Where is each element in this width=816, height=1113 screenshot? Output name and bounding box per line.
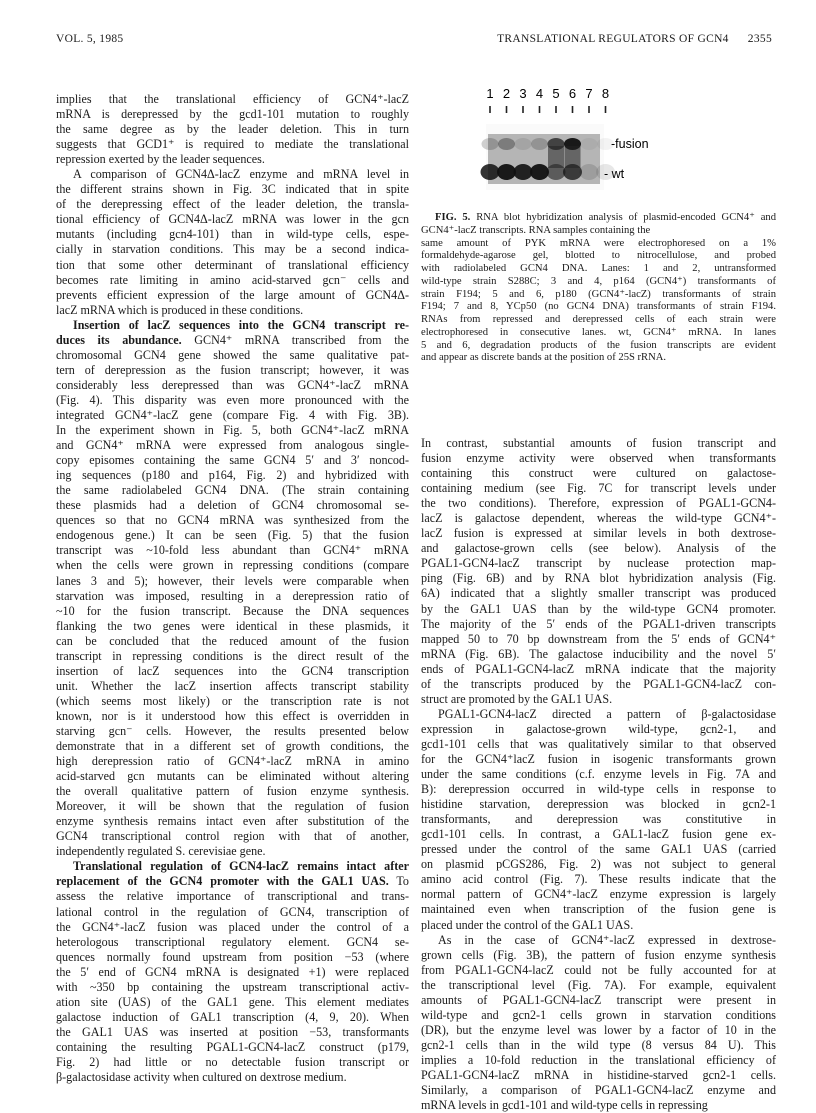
text-line: the two conditions). Therefore, expression of PGAL1-GCN4- <box>421 496 776 511</box>
text-line: In contrast, substantial amounts of fusion transcript and <box>421 436 776 450</box>
text-line: wild-type and gcn2-1 cells grown in starvation conditions <box>421 1007 776 1022</box>
text-line: becomes rate limiting in amino acid-starved gcn⁻ cells and <box>56 272 409 287</box>
text-line: histidine starvation, derepression was blocked in gcn2-1 <box>421 797 776 812</box>
text-line: acid-starved gcn mutants can be eliminated without altering <box>56 769 409 784</box>
wt-band <box>530 164 549 180</box>
text-line: repression exerted by the leader sequences. <box>56 152 265 167</box>
text-line: the same degree as by the leader deletion. This in turn <box>56 122 409 137</box>
text-line: known, nor is it understood how this effect is overridden in <box>56 708 409 723</box>
text-line: maintained even when transcription of the fusion gene is <box>421 902 776 917</box>
text-line: lacZ mRNA which is produced in these conditions. <box>56 302 304 317</box>
lane-tick <box>539 106 541 113</box>
text-line: lational control in the regulation of GCN4, transcription of <box>56 904 409 919</box>
text-line: enzyme synthesis remains intact even after substitution of the <box>56 814 409 829</box>
caption-line: 5 and 6, degradation products of the fusion transcripts are evident <box>421 339 776 351</box>
text-line: insertion of lacZ sequences into the GCN4 transcription <box>56 663 409 678</box>
text-line: tern of derepression as the fusion transcript; however, it was <box>56 362 409 377</box>
text-line: β-galactosidase activity when cultured on dextrose medium. <box>56 1070 347 1085</box>
caption-line: wild-type strain S288C; 3 and 4, p164 (GCN4⁺) transformants of <box>421 275 776 287</box>
fusion-band <box>581 138 598 150</box>
text-line: normal pattern of GCN4⁺-lacZ enzyme expression is largely <box>421 887 776 902</box>
text-line: with ~350 bp containing the upstream transcriptional activ- <box>56 979 409 994</box>
text-line: placed under the control of the GAL1 UAS. <box>421 917 634 932</box>
text-line: amino acid control (Fig. 7). These results indicate that the <box>421 872 776 887</box>
wt-band <box>497 164 516 180</box>
text-line: A comparison of GCN4Δ-lacZ enzyme and mRNA level in <box>73 167 409 182</box>
text-line: these plasmids had a deletion of GCN4 chromosomal se- <box>56 498 409 513</box>
text-line: copy episomes containing the same GCN4 5′ and 3′ noncod- <box>56 453 409 468</box>
figure-caption <box>421 212 776 365</box>
text-line: suggests that GCD1⁺ is required to mediate the translational <box>56 137 409 152</box>
wt-band <box>481 164 500 180</box>
lane-number: 2 <box>502 86 511 101</box>
text-line: under the same conditions (c.f. enzyme levels in Fig. 7A and <box>421 767 776 782</box>
band-label-wt: - wt <box>604 167 625 181</box>
lane-number: 6 <box>568 86 577 101</box>
lane-tick <box>522 106 524 113</box>
text-line: considerably less derepressed than was GCN4⁺-lacZ mRNA <box>56 377 409 392</box>
text-line: can be concluded that the reduced amount of the fusion <box>56 633 409 648</box>
lane-number: 1 <box>486 86 494 101</box>
text-line: the transcriptional level (Fig. 7A). For example, equivalent <box>421 977 776 992</box>
caption-line: and appear as discrete bands at the position of 25S rRNA. <box>421 352 667 364</box>
text-line: and galactose-grown cells (see below). Analysis of the <box>421 541 776 556</box>
wt-band <box>580 164 599 180</box>
text-line: (DR), but the enzyme level was lower by a factor of 10 in the <box>421 1022 776 1037</box>
lane-tick <box>572 106 574 113</box>
text-line: implies that the translational efficiency of GCN4⁺-lacZ <box>56 92 409 106</box>
text-line: of the transcripts produced by the PGAL1-GCN4-lacZ con- <box>421 676 776 691</box>
text-line: from PGAL1-GCN4-lacZ could not be fully accounted for at <box>421 962 776 977</box>
text-line: containing the resulting PGAL1-GCN4-lacZ construct (p179, <box>56 1039 409 1054</box>
text-line: struct are promoted by the GAL1 UAS. <box>421 691 613 706</box>
text-line: mRNA (Fig. 6B). The galactose inducibility and the novel 5′ <box>421 646 776 661</box>
text-line: independently regulated S. cerevisiae gene. <box>56 844 266 859</box>
text-line: ping (Fig. 6B) and by RNA blot hybridization analysis (Fig. <box>421 571 776 586</box>
text-line: mutants (including gcn4-101) than in wild-type cells, espe- <box>56 227 409 242</box>
page-number: 2355 <box>747 33 772 45</box>
text-line: gcd1-101 cells. In contrast, a GAL1-lacZ fusion gene ex- <box>421 827 776 842</box>
text-line: the overall qualitative pattern of fusion enzyme synthesis. <box>56 784 409 799</box>
text-line: ends of PGAL1-GCN4-lacZ mRNA indicate that the majority <box>421 661 776 676</box>
text-line: galactose induction of GAL1 transcription (4, 9, 20). When <box>56 1009 409 1024</box>
text-line: duces its abundance. GCN4⁺ mRNA transcribed from the <box>56 332 409 347</box>
running-title: TRANSLATIONAL REGULATORS OF GCN4 <box>497 33 729 45</box>
text-line: chromosomal GCN4 gene showed the same qualitative pat- <box>56 347 409 362</box>
lane-number: 3 <box>519 86 527 101</box>
caption-line: with radiolabeled GCN4 DNA. Lanes: 1 and 2, untransformed <box>421 263 776 274</box>
text-line: Translational regulation of GCN4-lacZ remains intact after <box>73 859 409 874</box>
caption-line: formaldehyde-agarose gel, blotted to nitrocellulose, and probed <box>421 250 776 262</box>
lane-number: 5 <box>552 86 560 101</box>
text-line: (which seems most likely) or the transcription rate is not <box>56 693 409 708</box>
degradation-smear <box>548 146 564 168</box>
caption-line: same amount of PYK mRNA were electrophoresed on a 1% <box>421 237 776 249</box>
text-line: the same radiolabeled GCN4 DNA. (The strain containing <box>56 483 409 498</box>
text-line: ation site (UAS) of the GAL1 gene. This element mediates <box>56 994 409 1009</box>
text-line: PGAL1-GCN4-lacZ directed a pattern of β-galactosidase <box>438 706 776 721</box>
text-line: by the GAL1 UAS than by the wild-type GCN4 promoter. <box>421 601 776 616</box>
text-line: mapped 50 to 70 bp downstream from the 5′ ends of GCN4⁺ <box>421 631 776 646</box>
text-line: expression in galactose-grown wild-type, gcn2-1, and <box>421 721 776 736</box>
caption-line: RNAs from repressed and derepressed cells of each strain were <box>421 314 776 325</box>
caption-line: strain F194; 5 and 6, p180 (GCN4⁺-lacZ) transformants of strain <box>421 288 776 300</box>
text-line: when the cells were grown in repressing conditions (compare <box>56 558 409 573</box>
fusion-band <box>515 138 532 150</box>
text-line: (Fig. 4). This disparity was even more pronounced with the <box>56 392 409 407</box>
text-line: integrated GCN4⁺-lacZ gene (compare Fig. 4 with Fig. 3B). <box>56 407 409 422</box>
running-header-volume: VOL. 5, 1985 <box>56 33 124 45</box>
fusion-band <box>498 138 515 150</box>
text-line: transcript was ~10-fold less abundant than GCN4⁺ mRNA <box>56 543 409 558</box>
text-line: the GAL1 UAS was inserted at position −53, transformants <box>56 1024 409 1039</box>
text-line: mRNA is derepressed by the gcd1-101 mutation to roughly <box>56 107 409 122</box>
text-line: the GCN4⁺-lacZ fusion was placed under the control of a <box>56 919 409 934</box>
text-line: Fig. 2) had little or no detectable fusion transcript or <box>56 1055 409 1069</box>
text-line: Insertion of lacZ sequences into the GCN4 transcript re- <box>73 317 409 332</box>
text-line: 6A) indicated that a slightly smaller transcript was produced <box>421 586 776 601</box>
text-line: the 5′ end of GCN4 mRNA is designated +1) were replaced <box>56 964 409 979</box>
text-line: cially in starvation conditions. This may be a second indica- <box>56 242 409 257</box>
text-line: containing this construct were cultured on galactose- <box>421 466 776 481</box>
text-line: for the GCN4⁺lacZ fusion in isogenic transformants grown <box>421 751 776 766</box>
text-line: GCN4 transcriptional control region with that of another, <box>56 829 409 844</box>
text-line: ing sequences (p180 and p164, Fig. 2) and hybridized with <box>56 468 409 483</box>
caption-label: FIG. 5. <box>435 212 471 223</box>
caption-line: FIG. 5. RNA blot hybridization analysis of plasmid-encoded GCN4⁺ and GCN4⁺-lacZ transcripts. RNA samples containing the <box>421 212 776 236</box>
text-line: replacement of the GCN4 promoter with the GAL1 UAS. To <box>56 874 409 889</box>
lane-number: 4 <box>535 86 544 101</box>
text-line: fusion enzyme activity were observed when transformants <box>421 451 776 466</box>
lane-tick <box>588 106 590 113</box>
text-line: implies a 10-fold reduction in the translational efficiency of <box>421 1052 776 1067</box>
text-line: starvation was imposed, resulting in a derepression ratio of <box>56 588 409 603</box>
lane-tick <box>506 106 508 113</box>
text-line: prevents efficient expression of the large amount of GCN4Δ- <box>56 287 409 302</box>
text-line: quences so that no GCN4 mRNA was synthesized from the <box>56 513 409 528</box>
text-line: demonstrate that in a different set of growth conditions, the <box>56 739 409 754</box>
text-line: transcript in repressing conditions is the direct result of the <box>56 648 409 663</box>
text-line: assess the relative importance of transcriptional and trans- <box>56 889 409 904</box>
text-line: Moreover, it will be shown that the regulation of fusion <box>56 799 409 814</box>
text-line: unit. Whether the lacZ insertion affects transcript stability <box>56 678 409 693</box>
lane-tick <box>605 106 607 113</box>
text-line: of the derepressing effect of the leader deletion, the transla- <box>56 197 409 212</box>
text-line: endogenous gene.) It can be seen (Fig. 5) that the fusion <box>56 528 409 543</box>
lane-number: 8 <box>601 86 610 101</box>
right-column <box>421 436 776 1113</box>
text-line: heterologous transcriptional regulatory element. GCN4 se- <box>56 934 409 949</box>
text-line: PGAL1-GCN4-lacZ mRNA in histidine-starved gcn2-1 cells. <box>421 1067 776 1082</box>
wt-band <box>514 164 533 180</box>
text-line: mRNA levels in gcd1-101 and wild-type cells in repressing <box>421 1098 708 1113</box>
text-line: B): derepression occurred in wild-type cells in response to <box>421 782 776 797</box>
text-line: pressed under the control of the same GAL1 UAS (carried <box>421 842 776 857</box>
fusion-band <box>482 138 499 150</box>
text-line: lanes 3 and 5); however, their levels were comparable when <box>56 573 409 588</box>
rna-blot-figure <box>468 84 668 202</box>
lane-tick <box>555 106 557 113</box>
text-line: starving gcn⁻ cells. However, the results presented below <box>56 723 409 738</box>
lane-tick <box>489 106 491 113</box>
degradation-smear <box>565 146 581 168</box>
text-line: grown cells (Fig. 3B), the pattern of fusion enzyme synthesis <box>421 947 776 962</box>
text-line: ~10 for the fusion transcript. Because the DNA sequences <box>56 603 409 618</box>
text-line: on plasmid pCGS286, Fig. 2) was not subject to general <box>421 857 776 872</box>
text-line: gcd1-101 cells that was qualitatively similar to that observed <box>421 736 776 751</box>
text-line: In the experiment shown in Fig. 5, both GCN4⁺-lacZ mRNA <box>56 423 409 438</box>
text-line: amounts of PGAL1-GCN4-lacZ transcript were present in <box>421 992 776 1007</box>
text-line: As in the case of GCN4⁺-lacZ expressed in dextrose- <box>438 932 776 947</box>
text-line: Similarly, a comparison of PGAL1-GCN4-lacZ enzyme and <box>421 1083 776 1098</box>
running-header-right <box>497 33 772 45</box>
text-line: tional efficiency of GCN4Δ-lacZ mRNA was lower in the gcn <box>56 212 409 227</box>
text-line: lacZ is galactose dependent, whereas the wild-type GCN4⁺- <box>421 511 776 526</box>
caption-line: electrophoresed in consecutive lanes. wt, GCN4⁺ mRNA. In lanes <box>421 326 776 338</box>
text-line: flanking the two genes were identical in these plasmids, it <box>56 618 409 633</box>
text-line: lacZ fusion is expressed at similar levels in both dextrose- <box>421 526 776 541</box>
text-line: The majority of the 5′ ends of the PGAL1-driven transcripts <box>421 616 776 631</box>
text-line: containing medium (see Fig. 7C for transcript levels under <box>421 481 776 496</box>
text-line: PGAL1-GCN4-lacZ transcript by nuclease protection map- <box>421 556 776 571</box>
text-line: transformants, and derepression was constitutive in <box>421 812 776 827</box>
text-line: tion that some other determinant of translational efficiency <box>56 257 409 272</box>
text-line: high derepression ratio of GCN4⁺-lacZ mRNA in amino <box>56 754 409 769</box>
text-line: the different strains shown in Fig. 3C indicated that in spite <box>56 182 409 197</box>
left-column <box>56 92 409 1085</box>
text-line: gcn2-1 cells than in the wild type (8 versus 84 U). This <box>421 1037 776 1052</box>
text-line: quences normally found upstream from position −53 (where <box>56 949 409 964</box>
text-line: and GCN4⁺ mRNA were expressed from analogous single- <box>56 438 409 453</box>
lane-number: 7 <box>585 86 593 101</box>
caption-line: F194; 7 and 8, YCp50 (no GCN4 DNA) transformants of strain F194. <box>421 301 776 313</box>
fusion-band <box>531 138 548 150</box>
band-label-fusion: -fusion <box>611 137 649 151</box>
